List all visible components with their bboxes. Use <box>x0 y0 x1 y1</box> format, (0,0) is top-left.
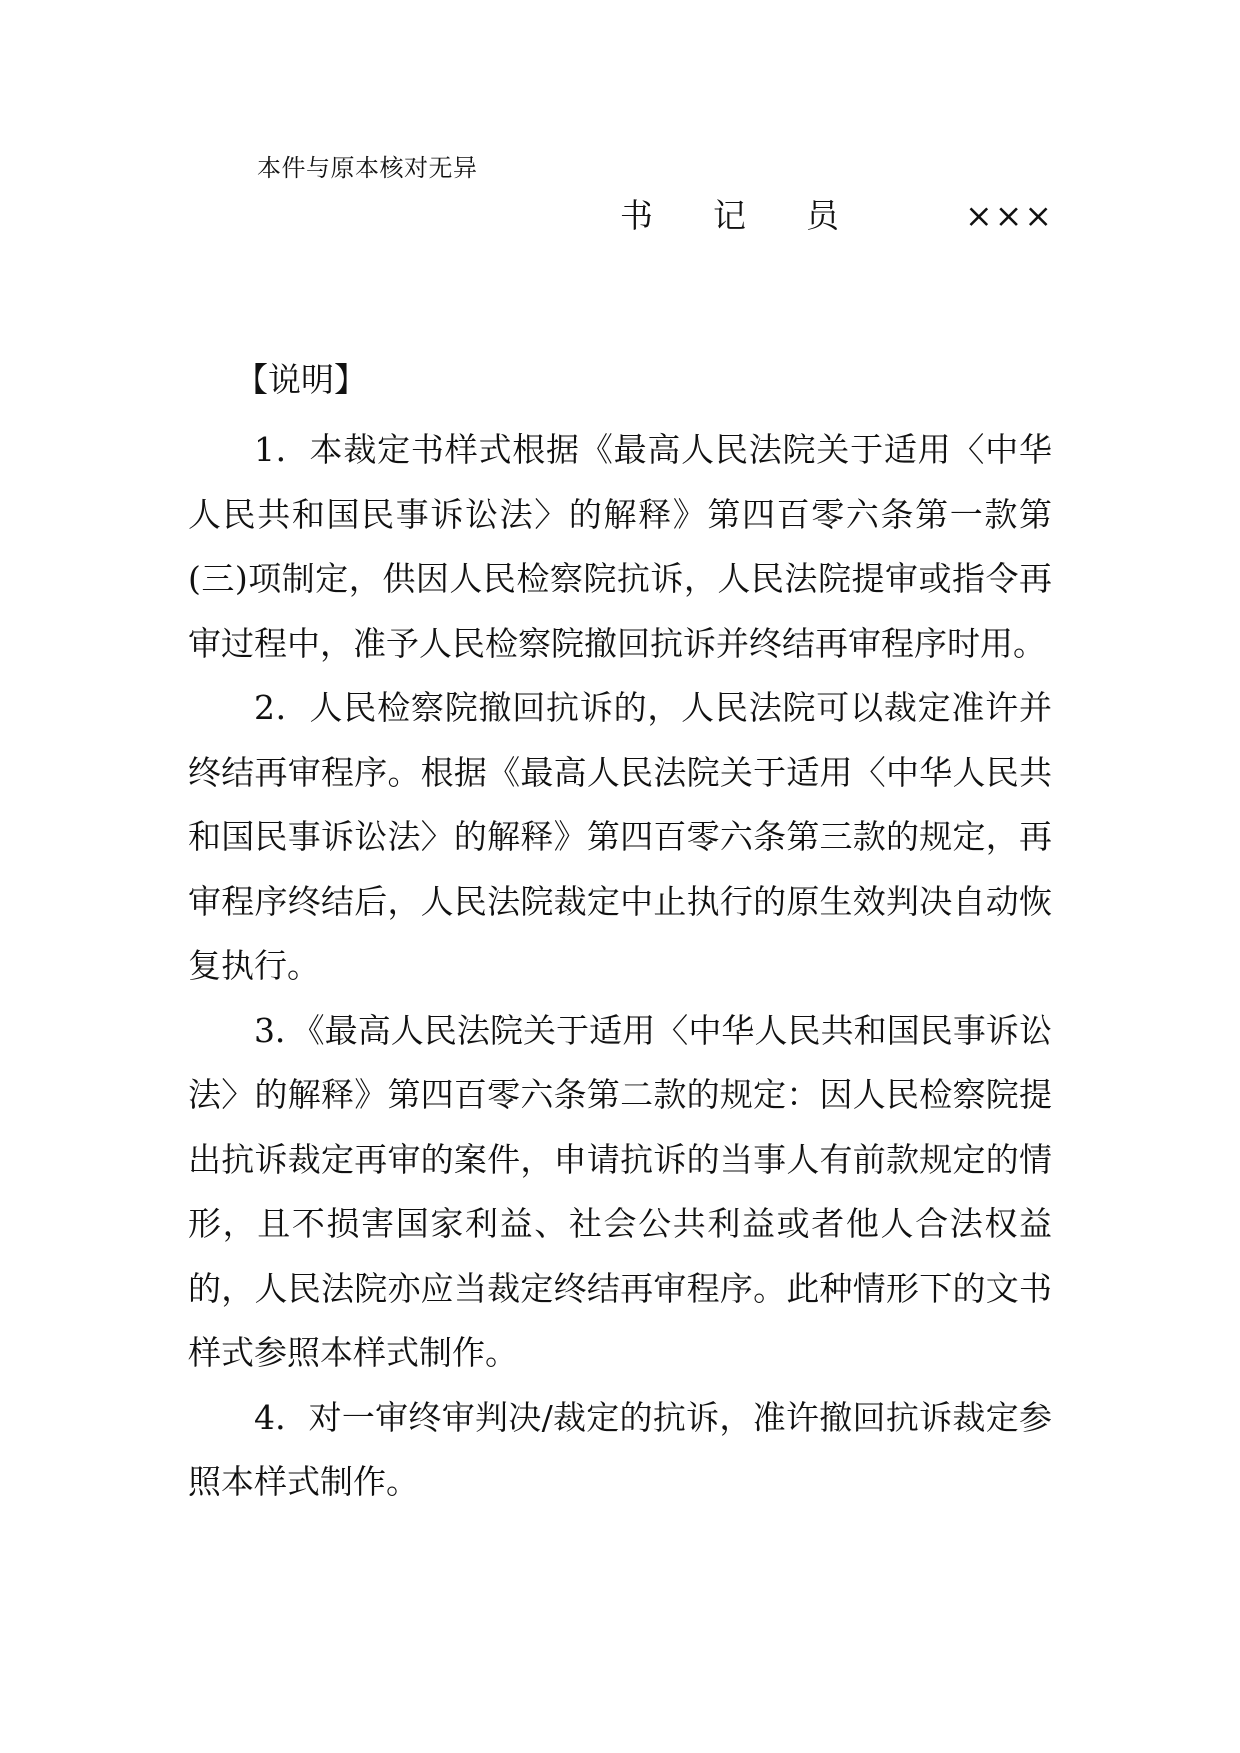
explanation-item-4: 4．对一审终审判决/裁定的抗诉，准许撤回抗诉裁定参照本样式制作。 <box>188 1397 1052 1501</box>
explanation-item-3: 3．《最高人民法院关于适用〈中华人民共和国民事诉讼法〉的解释》第四百零六条第二款的规定：因人民检察院提出抗诉裁定再审的案件，申请抗诉的当事人有前款规定的情形，且不损害国家利益、社会公共利益或者他人合法权益的，人民法院亦应当裁定终结再审程序。此种情形下的文书样式参照本样式制作。 <box>188 1010 1052 1372</box>
clerk-title: 书记员 <box>620 196 899 235</box>
explanation-item-1: 1．本裁定书样式根据《最高人民法院关于适用〈中华人民共和国民事诉讼法〉的解释》第四百零六条第一款第(三)项制定，供因人民检察院抗诉，人民法院提审或指令再审过程中，准予人民检察院撤回抗诉并终结再审程序时用。 <box>188 430 1052 663</box>
explanation-heading: 【说明】 <box>235 360 367 399</box>
clerk-name: ××× <box>965 196 1054 235</box>
clerk-signature-line <box>620 191 1060 241</box>
explanation-item-2: 2．人民检察院撤回抗诉的，人民法院可以裁定准许并终结再审程序。根据《最高人民法院关于适用〈中华人民共和国民事诉讼法〉的解释》第四百零六条第三款的规定，再审程序终结后，人民法院裁定中止执行的原生效判决自动恢复执行。 <box>188 688 1052 985</box>
certification-note: 本件与原本核对无异 <box>257 154 478 182</box>
explanation-notes <box>188 418 1052 1515</box>
